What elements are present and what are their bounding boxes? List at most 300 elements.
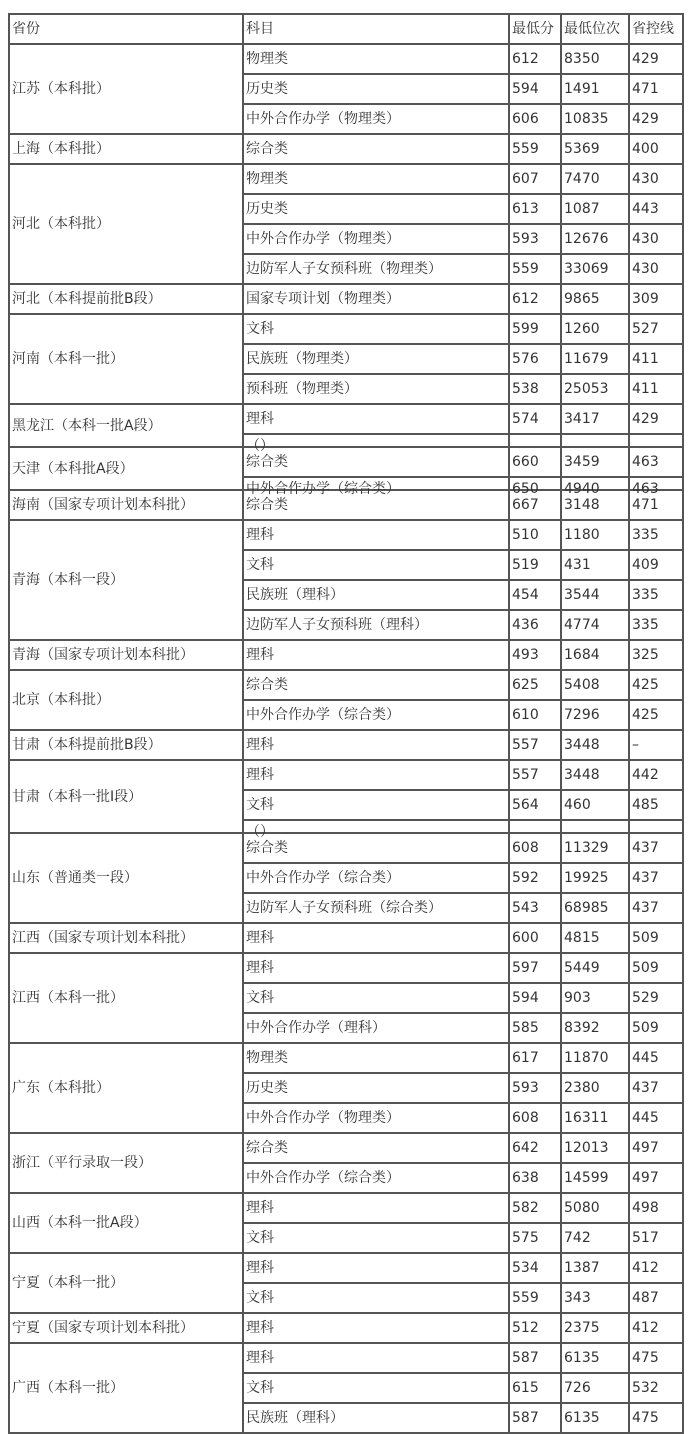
min-score-cell xyxy=(509,953,561,983)
header-subject: 科目 xyxy=(243,14,509,44)
min-rank-text: 3459 xyxy=(564,454,600,470)
control-line-cell xyxy=(629,1403,683,1433)
subject-text: 中外合作办学（理科） xyxy=(246,1020,386,1036)
subject-text: 综合类 xyxy=(246,840,288,856)
min-score-text xyxy=(512,437,560,443)
subject-text: 文科 xyxy=(246,1380,274,1396)
table-row xyxy=(9,1313,683,1343)
min-rank-text: 3448 xyxy=(564,737,600,753)
min-score-text: 608 xyxy=(512,1110,539,1126)
subject-cell xyxy=(243,730,509,760)
min-score-text: 615 xyxy=(512,1380,539,1396)
control-line-cell xyxy=(629,820,683,833)
min-rank-text: 3448 xyxy=(564,767,600,783)
control-line-text: 437 xyxy=(632,900,659,916)
subject-cell xyxy=(243,1403,509,1433)
subject-text: 中外合作办学（综合类） xyxy=(246,707,400,723)
min-score-text: 600 xyxy=(512,930,539,946)
subject-text: 物理类 xyxy=(246,1050,288,1066)
min-rank-text: 460 xyxy=(564,797,591,813)
control-line-text: 442 xyxy=(632,767,659,783)
min-score-text: 436 xyxy=(512,617,539,633)
min-score-text: 493 xyxy=(512,647,539,663)
table-row xyxy=(9,314,683,344)
province-cell: 甘肃（本科一批I段） xyxy=(9,760,243,833)
table-row xyxy=(9,404,683,434)
control-line-cell xyxy=(629,983,683,1013)
control-line-text: 411 xyxy=(632,381,659,397)
min-score-text: 606 xyxy=(512,111,539,127)
min-score-text: 642 xyxy=(512,1140,539,1156)
subject-cell xyxy=(243,820,509,840)
table-row xyxy=(9,760,683,790)
control-line-text: 485 xyxy=(632,797,659,813)
subject-cell xyxy=(243,74,509,104)
min-rank-text: 3417 xyxy=(564,411,600,427)
province-cell: 山西（本科一批A段） xyxy=(9,1193,243,1253)
control-line-text: 335 xyxy=(632,587,659,603)
subject-cell xyxy=(243,923,509,953)
min-rank-cell xyxy=(561,314,629,344)
min-score-cell xyxy=(509,1313,561,1343)
control-line-cell xyxy=(629,1163,683,1193)
subject-cell xyxy=(243,1133,509,1163)
control-line-text: 409 xyxy=(632,557,659,573)
min-rank-text: 3148 xyxy=(564,497,600,513)
province-cell: 甘肃（本科提前批B段） xyxy=(9,730,243,760)
min-score-cell xyxy=(509,640,561,670)
subject-cell xyxy=(243,284,509,314)
subject-cell xyxy=(243,344,509,374)
min-score-cell xyxy=(509,730,561,760)
subject-text: 物理类 xyxy=(246,171,288,187)
min-rank-text: 11329 xyxy=(564,840,609,856)
min-rank-cell xyxy=(561,1223,629,1253)
subject-cell xyxy=(243,983,509,1013)
province-cell: 青海（国家专项计划本科批） xyxy=(9,640,243,670)
min-rank-text: 726 xyxy=(564,1380,591,1396)
control-line-text: 463 xyxy=(632,454,659,470)
control-line-cell xyxy=(629,344,683,374)
control-line-text: 471 xyxy=(632,81,659,97)
control-line-text: 425 xyxy=(632,707,659,723)
control-line-text: 437 xyxy=(632,840,659,856)
control-line-cell xyxy=(629,1193,683,1223)
min-score-cell xyxy=(509,44,561,74)
subject-text: 文科 xyxy=(246,557,274,573)
subject-text: 历史类 xyxy=(246,1080,288,1096)
admission-scores-table xyxy=(8,13,684,1434)
subject-cell xyxy=(243,1193,509,1223)
header-control-line: 省控线 xyxy=(629,14,683,44)
control-line-text: 425 xyxy=(632,677,659,693)
min-rank-text: 343 xyxy=(564,1290,591,1306)
min-score-text: 593 xyxy=(512,1080,539,1096)
min-score-text: 612 xyxy=(512,291,539,307)
min-score-cell xyxy=(509,1133,561,1163)
subject-cell xyxy=(243,670,509,700)
min-rank-cell xyxy=(561,374,629,404)
min-score-text: 559 xyxy=(512,141,539,157)
min-score-cell xyxy=(509,1103,561,1133)
min-rank-cell xyxy=(561,1403,629,1433)
control-line-cell xyxy=(629,640,683,670)
min-rank-text: 1387 xyxy=(564,1260,600,1276)
min-rank-cell xyxy=(561,74,629,104)
min-rank-text: 5408 xyxy=(564,677,600,693)
min-rank-cell xyxy=(561,520,629,550)
control-line-text: 412 xyxy=(632,1260,659,1276)
subject-cell xyxy=(243,1283,509,1313)
min-score-cell xyxy=(509,923,561,953)
control-line-text: 487 xyxy=(632,1290,659,1306)
min-score-cell xyxy=(509,477,561,497)
min-score-cell xyxy=(509,1343,561,1373)
min-rank-cell xyxy=(561,447,629,477)
control-line-text: 429 xyxy=(632,411,659,427)
min-rank-text: 6135 xyxy=(564,1350,600,1366)
control-line-text: 509 xyxy=(632,930,659,946)
min-rank-cell xyxy=(561,1253,629,1283)
subject-cell xyxy=(243,314,509,344)
subject-text: 中外合作办学（综合类） xyxy=(246,480,400,497)
header-min-score: 最低分 xyxy=(509,14,561,44)
control-line-cell xyxy=(629,194,683,224)
min-rank-cell xyxy=(561,1283,629,1313)
min-rank-text: 10835 xyxy=(564,111,609,127)
min-rank-text: 4815 xyxy=(564,930,600,946)
min-score-cell xyxy=(509,1283,561,1313)
subject-cell xyxy=(243,164,509,194)
province-cell: 宁夏（本科一批） xyxy=(9,1253,243,1313)
min-score-cell xyxy=(509,833,561,863)
province-cell: 江苏（本科批） xyxy=(9,44,243,134)
subject-text: 理科 xyxy=(246,527,274,543)
control-line-cell xyxy=(629,550,683,580)
min-score-cell xyxy=(509,104,561,134)
subject-text: 民族班（物理类） xyxy=(246,351,358,367)
min-rank-cell xyxy=(561,1373,629,1403)
min-score-text: 557 xyxy=(512,767,539,783)
subject-cell xyxy=(243,374,509,404)
control-line-cell xyxy=(629,1073,683,1103)
min-rank-cell xyxy=(561,700,629,730)
subject-cell xyxy=(243,520,509,550)
subject-text: 综合类 xyxy=(246,454,288,470)
min-score-text: 538 xyxy=(512,381,539,397)
min-score-text: 660 xyxy=(512,454,539,470)
subject-cell xyxy=(243,1013,509,1043)
control-line-cell xyxy=(629,923,683,953)
control-line-text: 443 xyxy=(632,201,659,217)
min-score-text: 575 xyxy=(512,1230,539,1246)
min-score-text xyxy=(512,823,560,829)
min-rank-cell xyxy=(561,983,629,1013)
min-score-cell xyxy=(509,194,561,224)
min-score-cell xyxy=(509,404,561,434)
subject-cell xyxy=(243,610,509,640)
control-line-cell xyxy=(629,1343,683,1373)
min-score-cell xyxy=(509,1253,561,1283)
subject-text: 理科 xyxy=(246,960,274,976)
min-score-text: 650 xyxy=(512,480,539,497)
min-rank-text: 1260 xyxy=(564,321,600,337)
min-score-text: 519 xyxy=(512,557,539,573)
control-line-cell xyxy=(629,134,683,164)
table-row xyxy=(9,520,683,550)
control-line-text: 430 xyxy=(632,171,659,187)
min-score-cell xyxy=(509,254,561,284)
min-rank-text: 14599 xyxy=(564,1170,609,1186)
control-line-text: 497 xyxy=(632,1170,659,1186)
control-line-text: 430 xyxy=(632,261,659,277)
subject-cell xyxy=(243,1043,509,1073)
table-row xyxy=(9,1193,683,1223)
subject-cell xyxy=(243,477,509,497)
control-line-cell xyxy=(629,893,683,923)
subject-text: 国家专项计划（物理类） xyxy=(246,291,400,307)
control-line-text xyxy=(632,437,682,443)
subject-cell xyxy=(243,1223,509,1253)
min-score-text: 625 xyxy=(512,677,539,693)
control-line-text: 475 xyxy=(632,1410,659,1426)
control-line-text: – xyxy=(632,737,639,753)
province-cell: 宁夏（国家专项计划本科批） xyxy=(9,1313,243,1343)
min-score-cell xyxy=(509,893,561,923)
subject-text: 文科 xyxy=(246,321,274,337)
subject-text: 综合类 xyxy=(246,497,288,513)
header-province: 省份 xyxy=(9,14,243,44)
min-rank-text: 1180 xyxy=(564,527,600,543)
min-rank-cell xyxy=(561,820,629,833)
min-rank-cell xyxy=(561,254,629,284)
min-rank-cell xyxy=(561,670,629,700)
min-score-text: 593 xyxy=(512,231,539,247)
min-rank-text: 7296 xyxy=(564,707,600,723)
min-rank-text: 5449 xyxy=(564,960,600,976)
min-rank-cell xyxy=(561,640,629,670)
control-line-text: 498 xyxy=(632,1200,659,1216)
subject-text: 预科班（物理类） xyxy=(246,381,358,397)
min-score-text: 638 xyxy=(512,1170,539,1186)
min-rank-text: 742 xyxy=(564,1230,591,1246)
control-line-cell xyxy=(629,1013,683,1043)
table-row xyxy=(9,730,683,760)
control-line-text: 309 xyxy=(632,291,659,307)
min-score-text: 576 xyxy=(512,351,539,367)
min-rank-cell xyxy=(561,194,629,224)
min-score-text: 607 xyxy=(512,171,539,187)
min-rank-cell xyxy=(561,284,629,314)
min-score-cell xyxy=(509,670,561,700)
min-rank-cell xyxy=(561,833,629,863)
min-rank-cell xyxy=(561,730,629,760)
min-rank-text: 2380 xyxy=(564,1080,600,1096)
control-line-cell xyxy=(629,700,683,730)
province-cell: 北京（本科批） xyxy=(9,670,243,730)
control-line-cell xyxy=(629,953,683,983)
min-rank-cell xyxy=(561,134,629,164)
subject-cell xyxy=(243,833,509,863)
control-line-cell xyxy=(629,1223,683,1253)
subject-text: 理科 xyxy=(246,1320,274,1336)
min-rank-cell xyxy=(561,923,629,953)
subject-cell xyxy=(243,447,509,477)
min-rank-text: 16311 xyxy=(564,1110,609,1126)
control-line-cell xyxy=(629,1133,683,1163)
table-row xyxy=(9,44,683,74)
province-cell: 浙江（平行录取一段） xyxy=(9,1133,243,1193)
control-line-text: 335 xyxy=(632,527,659,543)
control-line-cell xyxy=(629,610,683,640)
province-cell: 广东（本科批） xyxy=(9,1043,243,1133)
subject-cell xyxy=(243,134,509,164)
min-score-cell xyxy=(509,610,561,640)
min-rank-cell xyxy=(561,1313,629,1343)
min-rank-cell xyxy=(561,863,629,893)
min-score-cell xyxy=(509,314,561,344)
subject-cell xyxy=(243,790,509,820)
control-line-cell xyxy=(629,374,683,404)
subject-text: 历史类 xyxy=(246,81,288,97)
min-score-cell xyxy=(509,550,561,580)
province-cell: 天津（本科批A段） xyxy=(9,447,243,490)
min-rank-text: 431 xyxy=(564,557,591,573)
control-line-text: 429 xyxy=(632,51,659,67)
table-row xyxy=(9,1253,683,1283)
min-rank-cell xyxy=(561,1343,629,1373)
subject-text: 综合类 xyxy=(246,141,288,157)
control-line-cell xyxy=(629,224,683,254)
subject-cell xyxy=(243,1163,509,1193)
control-line-cell xyxy=(629,104,683,134)
subject-cell xyxy=(243,434,509,454)
subject-text: 文科 xyxy=(246,1230,274,1246)
control-line-text: 529 xyxy=(632,990,659,1006)
table-header-row xyxy=(9,14,683,44)
subject-cell xyxy=(243,254,509,284)
subject-cell xyxy=(243,893,509,923)
subject-text: 边防军人子女预科班（理科） xyxy=(246,617,428,633)
min-rank-cell xyxy=(561,1013,629,1043)
min-rank-text: 68985 xyxy=(564,900,609,916)
control-line-text: 517 xyxy=(632,1230,659,1246)
control-line-cell xyxy=(629,833,683,863)
min-score-cell xyxy=(509,1073,561,1103)
subject-text: 理科 xyxy=(246,767,274,783)
min-rank-text: 1491 xyxy=(564,81,600,97)
control-line-cell xyxy=(629,760,683,790)
subject-cell xyxy=(243,700,509,730)
table-row xyxy=(9,1343,683,1373)
subject-text: 理科 xyxy=(246,1200,274,1216)
subject-cell xyxy=(243,1073,509,1103)
control-line-text: 527 xyxy=(632,321,659,337)
table-row xyxy=(9,134,683,164)
min-rank-text: 2375 xyxy=(564,1320,600,1336)
min-score-text: 587 xyxy=(512,1350,539,1366)
min-score-cell xyxy=(509,284,561,314)
subject-text: 文科 xyxy=(246,797,274,813)
subject-text: 民族班（理科） xyxy=(246,1410,344,1426)
control-line-text: 437 xyxy=(632,1080,659,1096)
subject-text: 中外合作办学（综合类） xyxy=(246,1170,400,1186)
min-score-text: 582 xyxy=(512,1200,539,1216)
min-score-text: 454 xyxy=(512,587,539,603)
min-rank-text: 7470 xyxy=(564,171,600,187)
min-score-text: 510 xyxy=(512,527,539,543)
min-rank-text xyxy=(564,437,628,443)
table-row xyxy=(9,1043,683,1073)
min-rank-text: 9865 xyxy=(564,291,600,307)
control-line-text: 445 xyxy=(632,1110,659,1126)
province-cell: 江西（本科一批） xyxy=(9,953,243,1043)
control-line-text xyxy=(632,823,682,829)
min-rank-text: 12013 xyxy=(564,1140,609,1156)
control-line-cell xyxy=(629,404,683,434)
subject-text: 边防军人子女预科班（物理类） xyxy=(246,261,442,277)
subject-cell xyxy=(243,224,509,254)
min-rank-cell xyxy=(561,1163,629,1193)
province-cell: 广西（本科一批） xyxy=(9,1343,243,1433)
min-score-cell xyxy=(509,1043,561,1073)
min-rank-cell xyxy=(561,1133,629,1163)
control-line-text: 445 xyxy=(632,1050,659,1066)
control-line-cell xyxy=(629,670,683,700)
control-line-cell xyxy=(629,314,683,344)
table-row xyxy=(9,640,683,670)
min-rank-cell xyxy=(561,1103,629,1133)
table-row xyxy=(9,164,683,194)
control-line-text: 437 xyxy=(632,870,659,886)
min-score-text: 608 xyxy=(512,840,539,856)
table-body xyxy=(9,44,683,1433)
min-score-cell xyxy=(509,1193,561,1223)
min-rank-cell xyxy=(561,1043,629,1073)
control-line-text: 509 xyxy=(632,960,659,976)
control-line-cell xyxy=(629,164,683,194)
province-cell: 江西（国家专项计划本科批） xyxy=(9,923,243,953)
subject-text: 理科 xyxy=(246,411,274,427)
min-rank-text: 33069 xyxy=(564,261,609,277)
control-line-cell xyxy=(629,520,683,550)
control-line-cell xyxy=(629,790,683,820)
control-line-cell xyxy=(629,477,683,497)
min-score-text: 557 xyxy=(512,737,539,753)
subject-text: 历史类 xyxy=(246,201,288,217)
subject-cell xyxy=(243,863,509,893)
min-score-text: 667 xyxy=(512,497,539,513)
subject-text: 中外合作办学（物理类） xyxy=(246,231,400,247)
subject-cell xyxy=(243,1253,509,1283)
min-rank-cell xyxy=(561,224,629,254)
min-score-text: 612 xyxy=(512,51,539,67)
table-row xyxy=(9,670,683,700)
table-row xyxy=(9,833,683,863)
min-score-text: 597 xyxy=(512,960,539,976)
province-cell: 上海（本科批） xyxy=(9,134,243,164)
subject-cell xyxy=(243,1313,509,1343)
subject-text: 文科 xyxy=(246,1290,274,1306)
control-line-cell xyxy=(629,254,683,284)
subject-text: 物理类 xyxy=(246,51,288,67)
subject-cell xyxy=(243,1343,509,1373)
province-cell: 山东（普通类一段） xyxy=(9,833,243,923)
subject-cell xyxy=(243,760,509,790)
min-score-text: 610 xyxy=(512,707,539,723)
min-rank-text: 903 xyxy=(564,990,591,1006)
control-line-text: 475 xyxy=(632,1350,659,1366)
